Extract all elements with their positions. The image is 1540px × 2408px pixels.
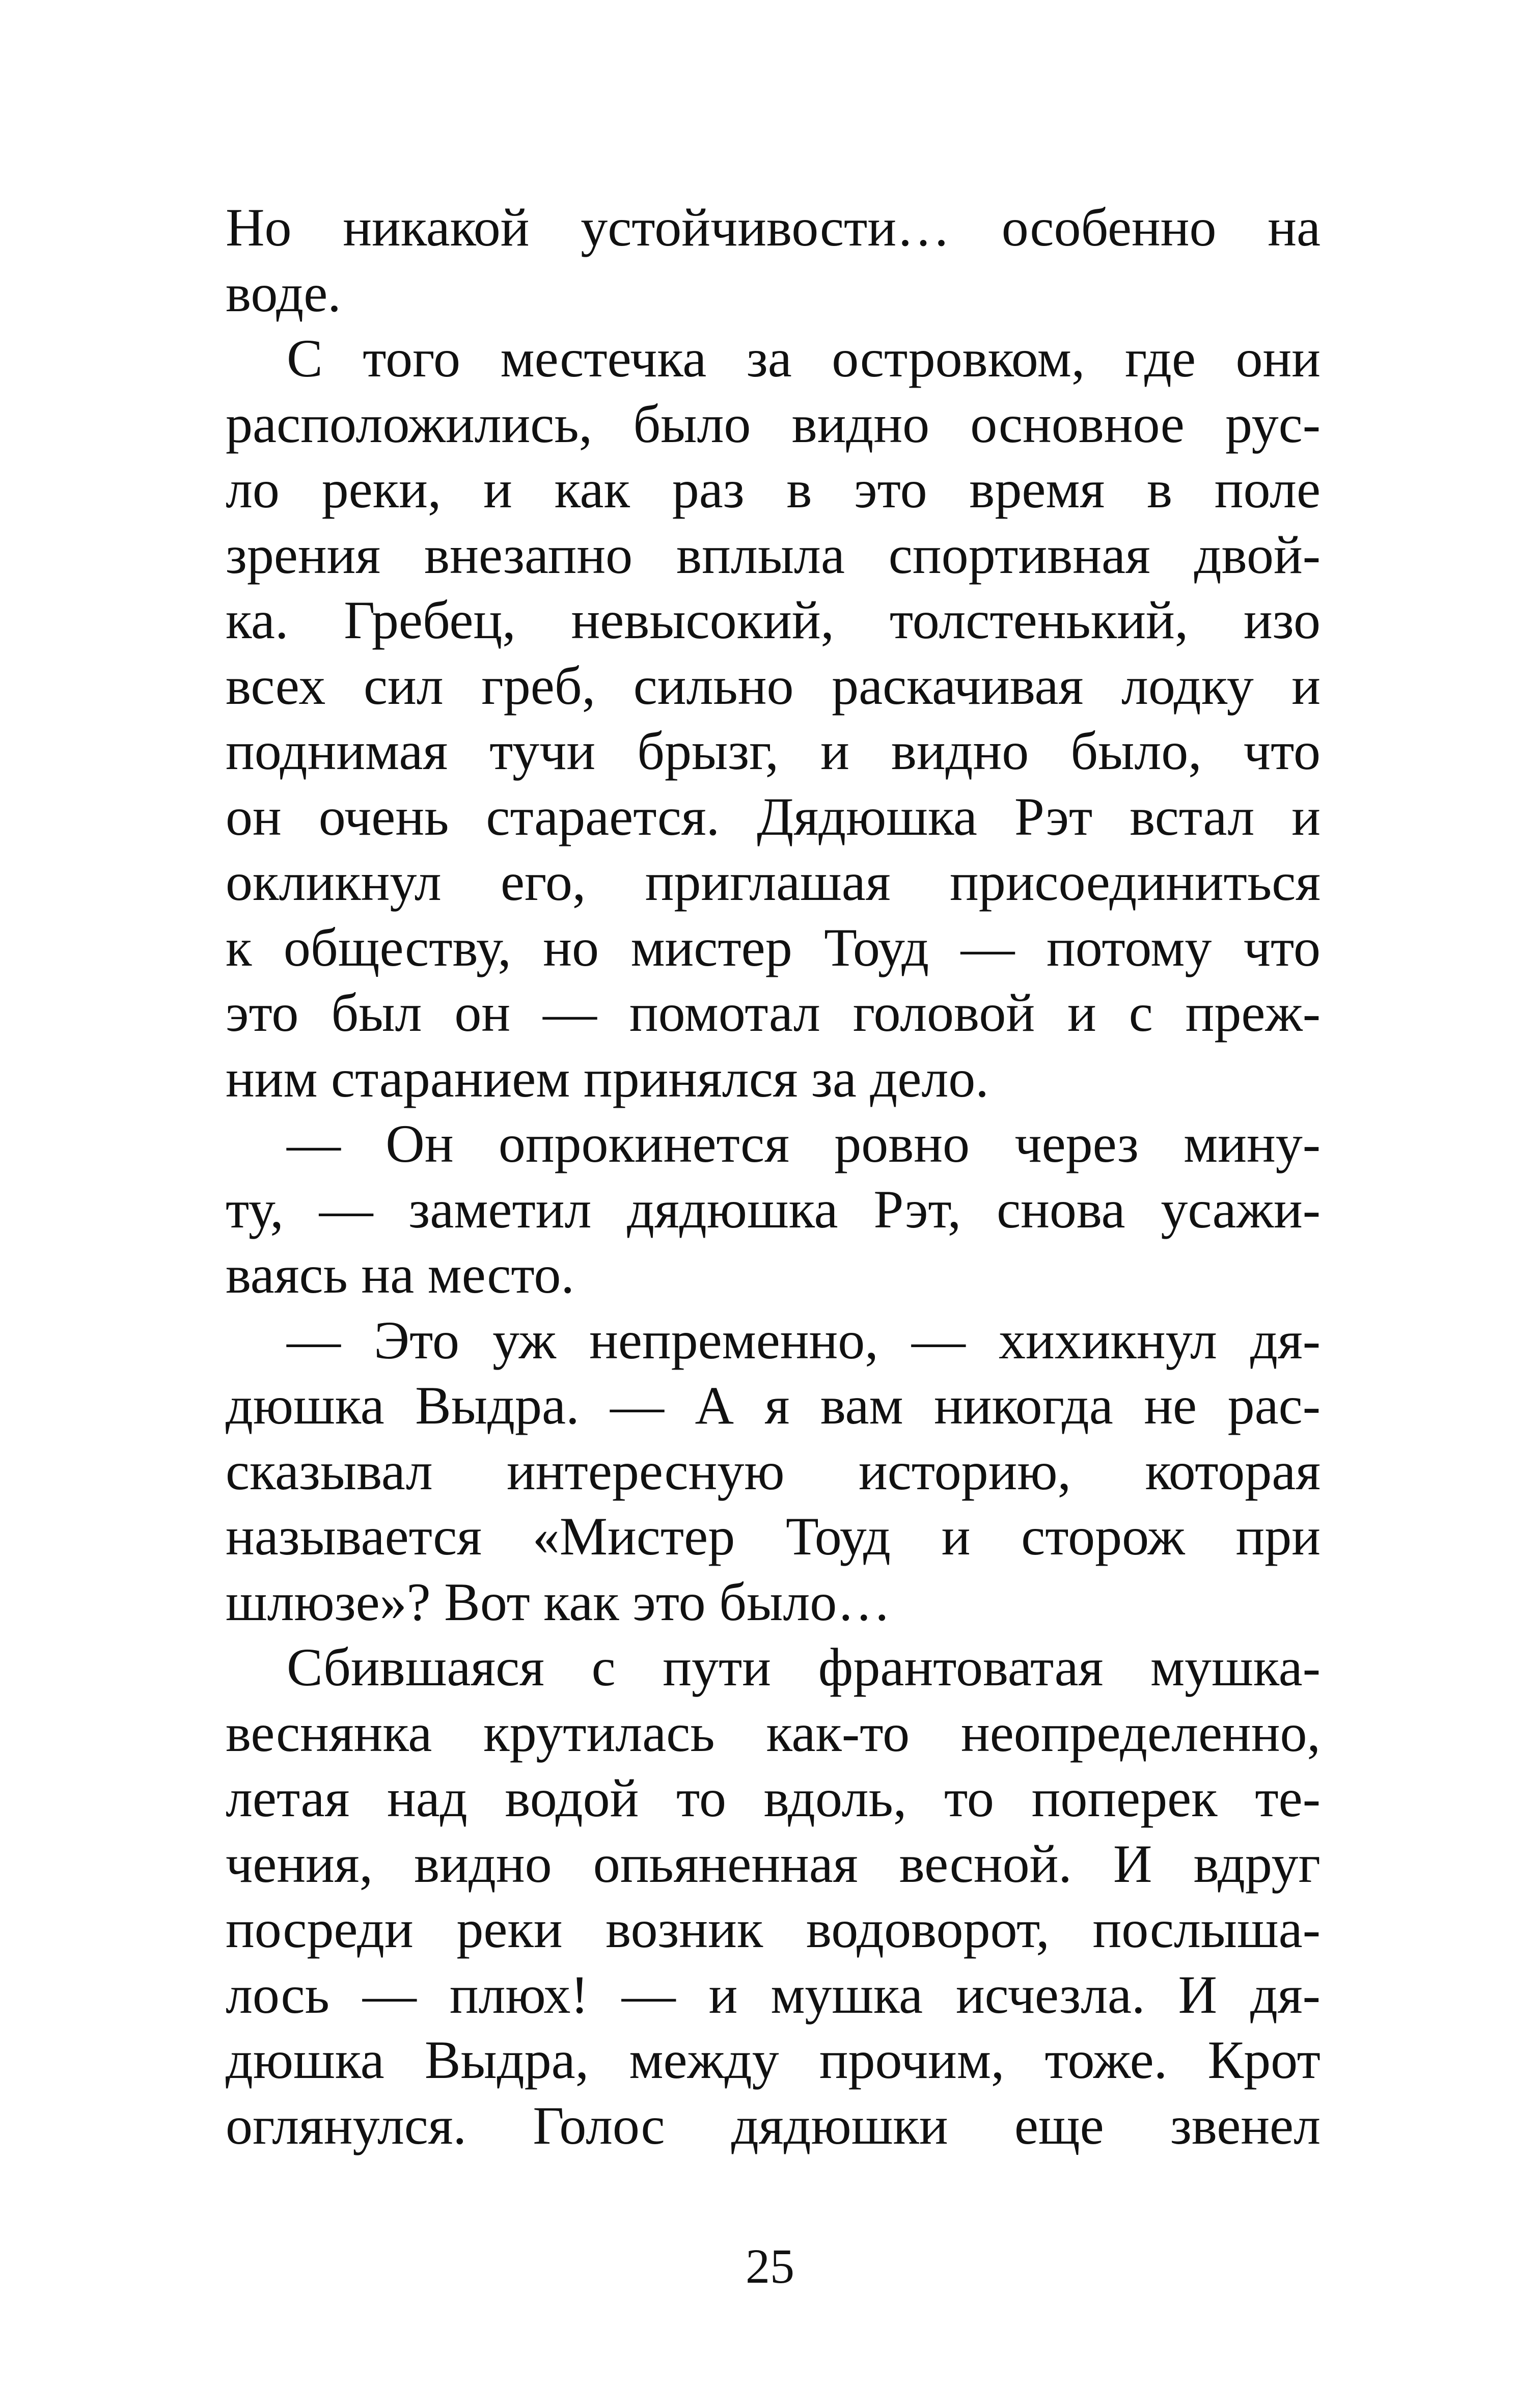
text-line: он очень старается. Дядюшка Рэт встал и xyxy=(226,786,1321,846)
text-line: ваясь на место. xyxy=(226,1245,574,1304)
text-line: ту, — заметил дядюшка Рэт, снова усажи- xyxy=(226,1179,1321,1239)
text-line: ним старанием принялся за дело. xyxy=(226,1048,989,1108)
text-line: — Это уж непременно, — хихикнул дя- xyxy=(287,1310,1321,1370)
text-line: С того местечка за островком, где они xyxy=(287,329,1321,388)
text-line: это был он — помотал головой и с преж- xyxy=(226,983,1321,1043)
text-line: расположились, было видно основное рус- xyxy=(226,394,1321,454)
text-line: сказывал интересную историю, которая xyxy=(226,1441,1321,1501)
text-line: ло реки, и как раз в это время в поле xyxy=(226,459,1321,519)
page-number: 25 xyxy=(746,2239,794,2293)
text-line: поднимая тучи брызг, и видно было, что xyxy=(226,721,1321,781)
text-line: окликнул его, приглашая присоединиться xyxy=(226,852,1321,912)
text-line: веснянка крутилась как-то неопределенно, xyxy=(226,1703,1321,1763)
text-line: оглянулся. Голос дядюшки еще звенел xyxy=(226,2095,1321,2155)
text-line: всех сил греб, сильно раскачивая лодку и xyxy=(226,655,1321,716)
text-line: чения, видно опьяненная весной. И вдруг xyxy=(226,1834,1321,1894)
text-line: ка. Гребец, невысокий, толстенький, изо xyxy=(226,590,1321,650)
text-line: Но никакой устойчивости… особенно на xyxy=(226,198,1321,257)
text-line: к обществу, но мистер Тоуд — потому что xyxy=(226,917,1321,977)
text-line: лось — плюх! — и мушка исчезла. И дя- xyxy=(226,1964,1321,2024)
text-line: Сбившаяся с пути франтоватая мушка- xyxy=(287,1637,1321,1697)
body-text xyxy=(226,195,1321,2158)
text-line: зрения внезапно вплыла спортивная двой- xyxy=(226,525,1321,585)
text-line: — Он опрокинется ровно через мину- xyxy=(287,1114,1321,1173)
text-line: называется «Мистер Тоуд и сторож при xyxy=(226,1507,1321,1566)
text-line: воде. xyxy=(226,263,341,323)
text-line: дюшка Выдра. — А я вам никогда не рас- xyxy=(226,1376,1321,1435)
text-line: летая над водой то вдоль, то поперек те- xyxy=(226,1768,1321,1828)
text-line: посреди реки возник водоворот, послыша- xyxy=(226,1899,1321,1959)
text-line: дюшка Выдра, между прочим, тоже. Крот xyxy=(226,2030,1321,2090)
text-line: шлюзе»? Вот как это было… xyxy=(226,1572,891,1632)
